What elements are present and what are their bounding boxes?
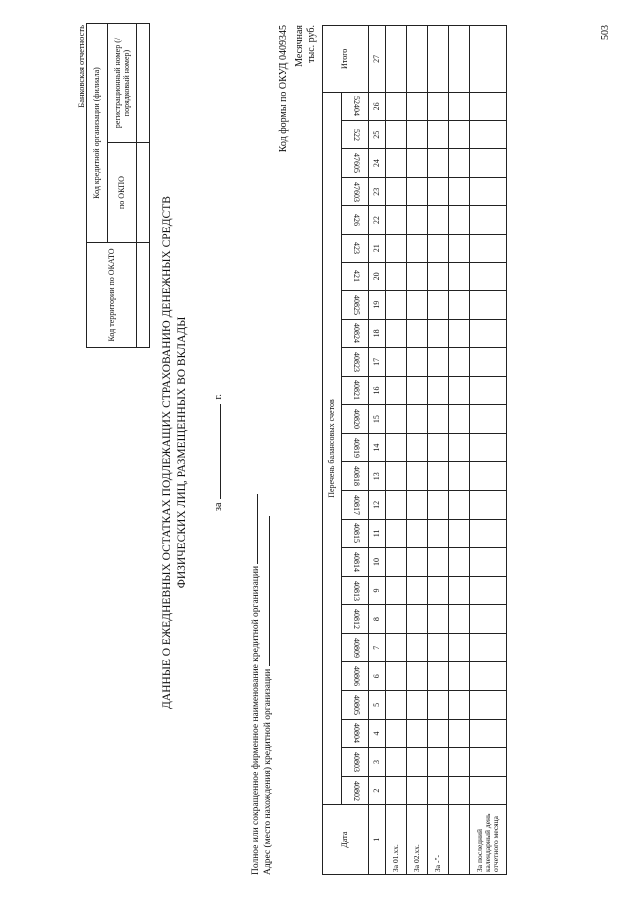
table-cell (449, 748, 470, 777)
table-cell (407, 605, 428, 634)
column-numbers-row (369, 26, 386, 875)
column-number-cell: 10 (369, 548, 386, 577)
column-number-cell: 12 (369, 491, 386, 520)
table-cell (386, 234, 407, 262)
table-cell (407, 348, 428, 377)
table-cell (407, 719, 428, 748)
table-cell (449, 605, 470, 634)
table-cell (407, 776, 428, 805)
period-blank (210, 404, 221, 499)
row-date-label: За последний календарный день отчетного месяца (470, 805, 507, 875)
organization-address-label: Адрес (место нахождения) кредитной организации (263, 668, 273, 875)
table-cell (407, 405, 428, 434)
account-number: 52404 (351, 96, 361, 117)
account-number: 40806 (351, 666, 361, 687)
table-cell (407, 177, 428, 206)
account-number: 40815 (351, 523, 361, 544)
account-number-cell (342, 177, 369, 206)
table-cell (386, 462, 407, 491)
account-number: 40812 (351, 609, 361, 630)
organization-name-blank (248, 494, 258, 564)
account-number: 40819 (351, 437, 361, 458)
table-cell (470, 433, 507, 462)
account-numbers-row (342, 26, 369, 875)
table-cell (428, 348, 449, 377)
column-number-cell: 19 (369, 290, 386, 319)
account-number: 40825 (351, 294, 361, 315)
row-date-label (449, 805, 470, 875)
table-cell (470, 519, 507, 548)
table-cell (428, 605, 449, 634)
table-cell (470, 92, 507, 121)
account-number: 40805 (351, 694, 361, 715)
table-cell (470, 290, 507, 319)
column-number-cell: 20 (369, 262, 386, 290)
column-number-cell: 3 (369, 748, 386, 777)
table-cell (449, 92, 470, 121)
table-cell (449, 149, 470, 178)
table-cell (470, 206, 507, 234)
table-cell (428, 177, 449, 206)
table-cell (428, 262, 449, 290)
table-cell (386, 290, 407, 319)
column-number-cell: 7 (369, 633, 386, 662)
table-cell (428, 206, 449, 234)
table-cell (407, 491, 428, 520)
reporting-type-label: Банковская отчетность (76, 25, 86, 108)
account-number-cell (342, 748, 369, 777)
table-cell (428, 290, 449, 319)
organization-code-table (86, 23, 150, 348)
account-number-cell (342, 262, 369, 290)
table-cell (428, 26, 449, 93)
table-cell (428, 633, 449, 662)
column-number-cell: 15 (369, 405, 386, 434)
table-cell (470, 691, 507, 720)
account-number: 40813 (351, 580, 361, 601)
okpo-header: по ОКПО (108, 143, 137, 243)
table-cell (386, 548, 407, 577)
territory-code-header: Код территории по ОКАТО (87, 243, 137, 348)
table-cell (470, 548, 507, 577)
table-cell (386, 149, 407, 178)
table-cell (407, 290, 428, 319)
table-cell (428, 405, 449, 434)
table-cell (470, 776, 507, 805)
table-cell (386, 519, 407, 548)
account-number: 40824 (351, 323, 361, 344)
table-cell (449, 576, 470, 605)
table-cell (386, 576, 407, 605)
table-cell (407, 633, 428, 662)
account-number-cell (342, 433, 369, 462)
document-title (160, 0, 190, 905)
column-number-cell: 22 (369, 206, 386, 234)
table-cell (407, 149, 428, 178)
period-prefix: за (213, 502, 224, 511)
column-number-cell: 16 (369, 376, 386, 405)
table-cell (386, 319, 407, 348)
table-cell (407, 519, 428, 548)
organization-address-line (260, 516, 273, 875)
column-number-cell: 24 (369, 149, 386, 178)
table-cell (449, 633, 470, 662)
table-cell (407, 234, 428, 262)
table-cell (470, 462, 507, 491)
account-number: 40814 (351, 551, 361, 572)
registration-number-cell (137, 24, 150, 143)
account-number: 40809 (351, 637, 361, 658)
table-cell (470, 491, 507, 520)
account-number: 40817 (351, 494, 361, 515)
table-cell (470, 748, 507, 777)
table-cell (428, 234, 449, 262)
organization-address-blank (260, 516, 270, 666)
table-row (407, 26, 428, 875)
account-number-cell (342, 576, 369, 605)
total-header: Итого (323, 26, 369, 93)
table-cell (449, 262, 470, 290)
account-number-cell (342, 206, 369, 234)
account-number: 40818 (351, 466, 361, 487)
table-cell (470, 262, 507, 290)
account-number-cell (342, 691, 369, 720)
table-cell (470, 662, 507, 691)
report-period (210, 0, 224, 905)
account-number-cell (342, 348, 369, 377)
account-number: 423 (351, 242, 361, 255)
account-number: 47603 (351, 181, 361, 202)
credit-org-code-header: Код кредитной организации (филиала) (87, 24, 108, 243)
table-cell (449, 662, 470, 691)
table-cell (449, 177, 470, 206)
account-number-cell (342, 121, 369, 149)
account-number-cell (342, 290, 369, 319)
table-cell (470, 576, 507, 605)
table-cell (386, 405, 407, 434)
table-header-row (323, 26, 342, 875)
table-cell (386, 121, 407, 149)
table-cell (428, 462, 449, 491)
table-cell (407, 748, 428, 777)
account-number: 40821 (351, 380, 361, 401)
table-cell (428, 748, 449, 777)
table-cell (449, 719, 470, 748)
table-cell (386, 92, 407, 121)
table-cell (428, 576, 449, 605)
account-number-cell (342, 376, 369, 405)
table-cell (407, 662, 428, 691)
column-number-cell: 17 (369, 348, 386, 377)
table-cell (449, 491, 470, 520)
table-cell (407, 26, 428, 93)
table-cell (428, 121, 449, 149)
table-cell (386, 662, 407, 691)
row-date-label: За 01.хх. (386, 805, 407, 875)
account-number-cell (342, 548, 369, 577)
table-cell (386, 206, 407, 234)
account-number-cell (342, 491, 369, 520)
account-number: 40803 (351, 752, 361, 773)
table-cell (449, 691, 470, 720)
table-cell (449, 548, 470, 577)
account-number-cell (342, 719, 369, 748)
table-cell (386, 491, 407, 520)
column-number-cell: 6 (369, 662, 386, 691)
column-number-cell: 1 (369, 805, 386, 875)
table-cell (386, 691, 407, 720)
account-number-cell (342, 605, 369, 634)
account-number-cell (342, 92, 369, 121)
column-number-cell: 23 (369, 177, 386, 206)
table-cell (407, 376, 428, 405)
title-line-1: ДАННЫЕ О ЕЖЕДНЕВНЫХ ОСТАТКАХ ПОДЛЕЖАЩИХ СТРАХОВАНИЮ ДЕНЕЖНЫХ СРЕДСТВ (161, 196, 173, 709)
accounts-header: Перечень балансовых счетов (323, 92, 342, 805)
table-row (470, 26, 507, 875)
row-date-label: За 02.хх. (407, 805, 428, 875)
column-number-cell: 25 (369, 121, 386, 149)
table-cell (470, 234, 507, 262)
column-number-cell: 11 (369, 519, 386, 548)
table-cell (428, 433, 449, 462)
table-cell (449, 121, 470, 149)
form-code-label: Код формы по ОКУД 0409345 (278, 25, 289, 153)
table-cell (470, 319, 507, 348)
account-number: 522 (351, 128, 361, 141)
okpo-cell (137, 143, 150, 243)
table-cell (386, 719, 407, 748)
account-number: 421 (351, 270, 361, 283)
account-number: 47605 (351, 153, 361, 174)
table-cell (428, 662, 449, 691)
column-number-cell: 9 (369, 576, 386, 605)
table-cell (407, 92, 428, 121)
table-cell (407, 262, 428, 290)
table-cell (428, 491, 449, 520)
table-cell (428, 719, 449, 748)
account-number-cell (342, 462, 369, 491)
table-row (386, 26, 407, 875)
table-cell (449, 348, 470, 377)
table-cell (449, 290, 470, 319)
title-line-2: ФИЗИЧЕСКИХ ЛИЦ, РАЗМЕЩЕННЫХ ВО ВКЛАДЫ (176, 316, 188, 589)
table-cell (470, 719, 507, 748)
account-number-cell (342, 633, 369, 662)
table-cell (470, 149, 507, 178)
table-cell (386, 748, 407, 777)
balances-table (322, 25, 507, 875)
registration-number-header: регистрационный номер (/порядковый номер) (108, 24, 137, 143)
territory-code-cell (137, 243, 150, 348)
table-cell (449, 519, 470, 548)
table-cell (386, 376, 407, 405)
column-number-cell: 14 (369, 433, 386, 462)
table-cell (407, 576, 428, 605)
table-cell (386, 633, 407, 662)
table-cell (449, 234, 470, 262)
table-cell (428, 149, 449, 178)
account-number-cell (342, 234, 369, 262)
form-unit: тыс. руб. (306, 25, 317, 63)
column-number-cell: 18 (369, 319, 386, 348)
column-number-cell: 2 (369, 776, 386, 805)
table-cell (470, 177, 507, 206)
table-cell (428, 92, 449, 121)
account-number: 40802 (351, 780, 361, 801)
account-number-cell (342, 776, 369, 805)
table-row (428, 26, 449, 875)
account-number: 40823 (351, 351, 361, 372)
column-number-cell: 21 (369, 234, 386, 262)
table-cell (407, 319, 428, 348)
table-cell (449, 776, 470, 805)
table-cell (428, 376, 449, 405)
account-number-cell (342, 662, 369, 691)
table-cell (428, 776, 449, 805)
table-cell (449, 26, 470, 93)
account-number-cell (342, 319, 369, 348)
table-cell (470, 633, 507, 662)
table-cell (449, 405, 470, 434)
date-header: Дата (323, 805, 369, 875)
table-cell (470, 348, 507, 377)
table-cell (449, 319, 470, 348)
form-periodicity: Месячная (294, 25, 305, 67)
table-cell (407, 691, 428, 720)
table-cell (407, 433, 428, 462)
table-cell (470, 121, 507, 149)
table-cell (407, 121, 428, 149)
page-number: 503 (600, 25, 611, 40)
table-cell (386, 262, 407, 290)
row-date-label: За -"- (428, 805, 449, 875)
table-cell (449, 462, 470, 491)
column-number-cell: 5 (369, 691, 386, 720)
table-cell (428, 548, 449, 577)
organization-name-label: Полное или сокращенное фирменное наименование кредитной организации (251, 565, 261, 875)
table-cell (470, 405, 507, 434)
period-suffix: г. (213, 394, 224, 400)
table-row (449, 26, 470, 875)
account-number-cell (342, 519, 369, 548)
table-cell (449, 376, 470, 405)
table-cell (428, 691, 449, 720)
table-cell (470, 26, 507, 93)
table-cell (449, 206, 470, 234)
table-cell (386, 177, 407, 206)
table-cell (470, 376, 507, 405)
column-number-cell: 27 (369, 26, 386, 93)
table-cell (386, 433, 407, 462)
column-number-cell: 13 (369, 462, 386, 491)
column-number-cell: 26 (369, 92, 386, 121)
account-number: 40804 (351, 723, 361, 744)
table-cell (386, 348, 407, 377)
table-cell (386, 776, 407, 805)
table-cell (428, 519, 449, 548)
table-cell (428, 319, 449, 348)
table-cell (407, 206, 428, 234)
column-number-cell: 4 (369, 719, 386, 748)
table-cell (449, 433, 470, 462)
table-cell (407, 462, 428, 491)
table-cell (407, 548, 428, 577)
account-number: 426 (351, 214, 361, 227)
account-number-cell (342, 149, 369, 178)
account-number-cell (342, 405, 369, 434)
account-number: 40820 (351, 409, 361, 430)
table-cell (386, 605, 407, 634)
table-cell (470, 605, 507, 634)
column-number-cell: 8 (369, 605, 386, 634)
table-cell (386, 26, 407, 93)
